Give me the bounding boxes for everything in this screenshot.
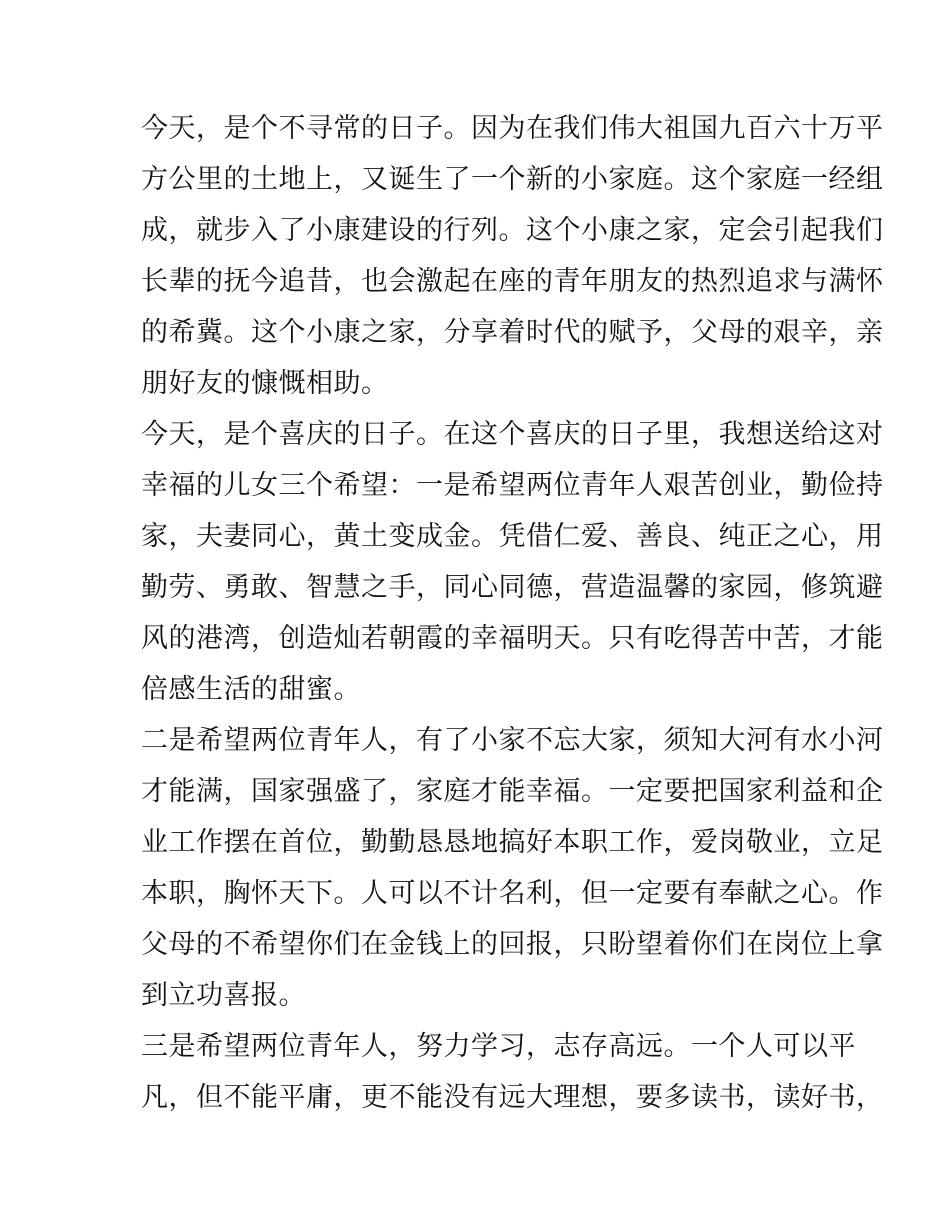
text-line: 倍感生活的甜蜜。 (141, 674, 361, 705)
text-line: 凡，但不能平庸，更不能没有远大理想，要多读书，读好书， (141, 1082, 884, 1113)
text-line: 今天，是个不寻常的日子。因为在我们伟大祖国九百六十万平 (141, 113, 884, 144)
paragraph-1 (141, 103, 884, 409)
document-body (141, 103, 884, 1123)
text-line: 本职，胸怀天下。人可以不计名利，但一定要有奉献之心。作 (141, 878, 884, 909)
text-line: 业工作摆在首位，勤勤恳恳地搞好本职工作，爱岗敬业，立足 (141, 827, 884, 858)
text-line: 勤劳、勇敢、智慧之手，同心同德，营造温馨的家园，修筑避 (141, 572, 884, 603)
text-line: 今天，是个喜庆的日子。在这个喜庆的日子里，我想送给这对 (141, 419, 884, 450)
text-line: 才能满，国家强盛了，家庭才能幸福。一定要把国家利益和企 (141, 776, 884, 807)
text-line: 父母的不希望你们在金钱上的回报，只盼望着你们在岗位上拿 (141, 929, 884, 960)
text-line: 的希冀。这个小康之家，分享着时代的赋予，父母的艰辛，亲 (141, 317, 884, 348)
text-line: 三是希望两位青年人，努力学习，志存高远。一个人可以平 (141, 1031, 856, 1062)
text-line: 方公里的土地上，又诞生了一个新的小家庭。这个家庭一经组 (141, 164, 884, 195)
text-line: 朋好友的慷慨相助。 (141, 368, 389, 399)
text-line: 风的港湾，创造灿若朝霞的幸福明天。只有吃得苦中苦，才能 (141, 623, 884, 654)
text-line: 家，夫妻同心，黄土变成金。凭借仁爱、善良、纯正之心，用 (141, 521, 884, 552)
paragraph-2 (141, 409, 884, 715)
text-line: 二是希望两位青年人，有了小家不忘大家，须知大河有水小河 (141, 725, 884, 756)
text-line: 幸福的儿女三个希望：一是希望两位青年人艰苦创业，勤俭持 (141, 470, 884, 501)
text-line: 成，就步入了小康建设的行列。这个小康之家，定会引起我们 (141, 215, 884, 246)
paragraph-3 (141, 715, 884, 1021)
text-line: 到立功喜报。 (141, 980, 306, 1011)
paragraph-4 (141, 1021, 884, 1123)
text-line: 长辈的抚今追昔，也会激起在座的青年朋友的热烈追求与满怀 (141, 266, 884, 297)
